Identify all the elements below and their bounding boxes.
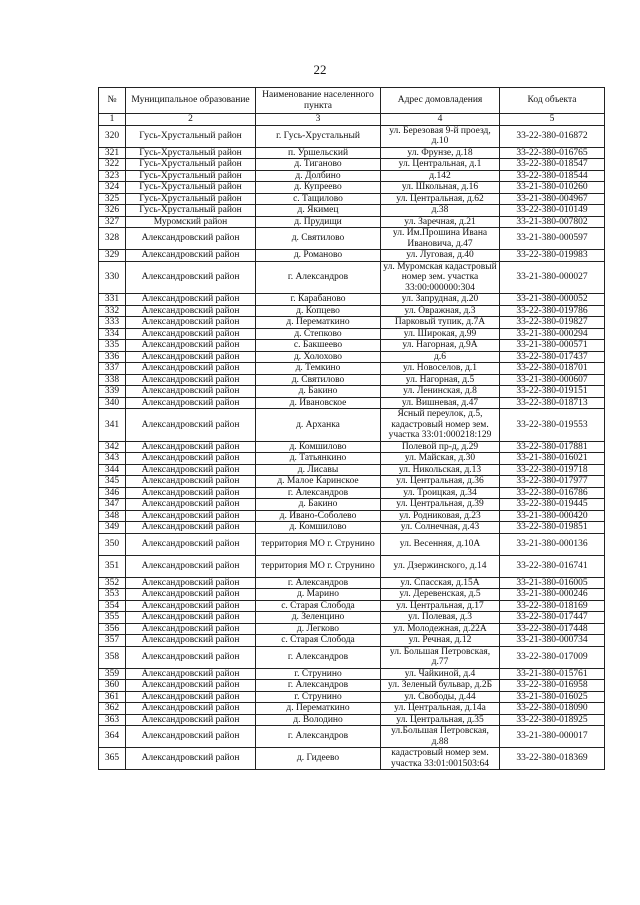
object-code-cell: 33-22-380-019851 — [500, 522, 605, 534]
table-row — [99, 228, 605, 250]
address-cell: ул. Центральная, д.39 — [381, 499, 500, 511]
settlement-cell: д. Святилово — [256, 228, 381, 250]
settlement-cell: г. Струнино — [256, 668, 381, 680]
municipality-cell: Александровский район — [126, 748, 256, 770]
municipality-cell: Муромский район — [126, 216, 256, 228]
settlement-cell: территория МО г. Струнино — [256, 555, 381, 577]
municipality-cell: Александровский район — [126, 522, 256, 534]
address-cell: ул. Ленинская, д.8 — [381, 386, 500, 398]
object-code-cell: 33-22-380-019827 — [500, 317, 605, 329]
settlement-cell: с. Тащилово — [256, 193, 381, 205]
municipality-cell: Александровский район — [126, 340, 256, 352]
municipality-cell: Александровский район — [126, 476, 256, 488]
settlement-cell: д. Бакино — [256, 499, 381, 511]
column-number: 4 — [381, 114, 500, 126]
row-number: 337 — [99, 363, 126, 375]
settlement-cell: д. Легково — [256, 623, 381, 635]
object-code-cell: 33-22-380-017437 — [500, 351, 605, 363]
address-cell: ул.Большая Петровская, д.88 — [381, 726, 500, 748]
address-cell: ул. Центральная, д.17 — [381, 600, 500, 612]
settlement-cell: д. Ивано-Соболево — [256, 510, 381, 522]
object-code-cell: 33-22-380-017009 — [500, 646, 605, 668]
address-cell: Полевой пр-д, д.29 — [381, 441, 500, 453]
table-row — [99, 453, 605, 465]
address-cell: ул. Спасская, д.15А — [381, 577, 500, 589]
municipality-cell: Александровский район — [126, 533, 256, 555]
municipality-cell: Александровский район — [126, 680, 256, 692]
municipality-cell: Александровский район — [126, 317, 256, 329]
municipality-cell: Александровский район — [126, 305, 256, 317]
column-number: 1 — [99, 114, 126, 126]
address-cell: ул. Зеленый бульвар, д.2Б — [381, 680, 500, 692]
municipality-cell: Александровский район — [126, 261, 256, 294]
row-number: 351 — [99, 555, 126, 577]
table-row — [99, 577, 605, 589]
table-row — [99, 374, 605, 386]
address-cell: ул. Молодежная, д.22А — [381, 623, 500, 635]
table-row — [99, 703, 605, 715]
row-number: 321 — [99, 147, 126, 159]
address-cell: ул. Школьная, д.16 — [381, 182, 500, 194]
object-code-cell: 33-21-380-016021 — [500, 453, 605, 465]
address-cell: ул. Чайкиной, д.4 — [381, 668, 500, 680]
row-number: 322 — [99, 159, 126, 171]
settlement-cell: г. Александров — [256, 261, 381, 294]
table-row — [99, 441, 605, 453]
table-row — [99, 476, 605, 488]
table-row — [99, 464, 605, 476]
object-code-cell: 33-21-380-000420 — [500, 510, 605, 522]
settlement-cell: д. Тиганово — [256, 159, 381, 171]
municipality-cell: Александровский район — [126, 623, 256, 635]
table-row — [99, 522, 605, 534]
address-cell: ул. Большая Петровская, д.77 — [381, 646, 500, 668]
settlement-cell: д. Прудищи — [256, 216, 381, 228]
row-number: 349 — [99, 522, 126, 534]
municipality-cell: Александровский район — [126, 250, 256, 262]
object-code-cell: 33-21-380-000027 — [500, 261, 605, 294]
object-code-cell: 33-21-380-000597 — [500, 228, 605, 250]
table-row — [99, 125, 605, 147]
address-cell: ул. Центральная, д.1 — [381, 159, 500, 171]
object-code-cell: 33-22-380-018713 — [500, 397, 605, 409]
settlement-cell: п. Уршельский — [256, 147, 381, 159]
table-row — [99, 600, 605, 612]
settlement-cell: д. Марино — [256, 589, 381, 601]
settlement-cell: г. Александров — [256, 646, 381, 668]
row-number: 355 — [99, 612, 126, 624]
object-code-cell: 33-21-380-000136 — [500, 533, 605, 555]
object-code-cell: 33-21-380-000017 — [500, 726, 605, 748]
address-cell: ул. Центральная, д.14а — [381, 703, 500, 715]
settlement-cell: г. Александров — [256, 680, 381, 692]
object-code-cell: 33-21-380-010260 — [500, 182, 605, 194]
object-code-cell: 33-22-380-016958 — [500, 680, 605, 692]
row-number: 347 — [99, 499, 126, 511]
settlement-cell: д. Комшилово — [256, 441, 381, 453]
address-cell: ул. Новоселов, д.1 — [381, 363, 500, 375]
table-row — [99, 726, 605, 748]
row-number: 330 — [99, 261, 126, 294]
municipality-cell: Александровский район — [126, 409, 256, 442]
municipality-cell: Александровский район — [126, 397, 256, 409]
header-row — [99, 88, 605, 114]
settlement-cell: д. Степково — [256, 328, 381, 340]
table-row — [99, 635, 605, 647]
table-row — [99, 216, 605, 228]
municipality-cell: Александровский район — [126, 464, 256, 476]
row-number: 363 — [99, 714, 126, 726]
municipality-cell: Александровский район — [126, 668, 256, 680]
municipality-cell: Александровский район — [126, 703, 256, 715]
address-cell: ул. Центральная, д.35 — [381, 714, 500, 726]
municipality-cell: Гусь-Хрустальный район — [126, 170, 256, 182]
municipality-cell: Александровский район — [126, 646, 256, 668]
municipality-cell: Александровский район — [126, 714, 256, 726]
object-code-cell: 33-22-380-019718 — [500, 464, 605, 476]
address-cell: ул. Вишневая, д.47 — [381, 397, 500, 409]
settlement-cell: д. Бакино — [256, 386, 381, 398]
table-row — [99, 305, 605, 317]
address-cell: ул. Центральная, д.62 — [381, 193, 500, 205]
table-row — [99, 386, 605, 398]
row-number: 332 — [99, 305, 126, 317]
table-row — [99, 533, 605, 555]
table-row — [99, 499, 605, 511]
municipality-cell: Александровский район — [126, 386, 256, 398]
object-code-cell: 33-21-380-015761 — [500, 668, 605, 680]
settlement-cell: д. Арханка — [256, 409, 381, 442]
settlement-cell: д. Лисавы — [256, 464, 381, 476]
object-code-cell: 33-22-380-019786 — [500, 305, 605, 317]
object-code-cell: 33-21-380-000246 — [500, 589, 605, 601]
settlement-cell: г. Александров — [256, 726, 381, 748]
table-row — [99, 205, 605, 217]
address-cell: ул. Муромская кадастровый номер зем. участка 33:00:000000:304 — [381, 261, 500, 294]
settlement-cell: с. Старая Слобода — [256, 635, 381, 647]
object-code-cell: 33-22-380-018701 — [500, 363, 605, 375]
table-row — [99, 555, 605, 577]
address-cell: ул. Широкая, д.99 — [381, 328, 500, 340]
header-settlement: Наименование населенного пункта — [256, 88, 381, 114]
settlement-cell: г. Струнино — [256, 691, 381, 703]
row-number: 346 — [99, 487, 126, 499]
municipality-cell: Александровский район — [126, 228, 256, 250]
table-row — [99, 510, 605, 522]
municipality-cell: Александровский район — [126, 374, 256, 386]
table-row — [99, 159, 605, 171]
address-cell: ул. Весенняя, д.10А — [381, 533, 500, 555]
object-code-cell: 33-22-380-016786 — [500, 487, 605, 499]
address-cell: Ясный переулок, д.5, кадастровый номер зем. участка 33:01:000218:129 — [381, 409, 500, 442]
address-cell: ул. Овражная, д.3 — [381, 305, 500, 317]
settlement-cell: д. Холохово — [256, 351, 381, 363]
settlement-cell: г. Карабаново — [256, 294, 381, 306]
municipality-cell: Гусь-Хрустальный район — [126, 182, 256, 194]
municipality-cell: Александровский район — [126, 577, 256, 589]
municipality-cell: Александровский район — [126, 510, 256, 522]
header-municipality: Муниципальное образование — [126, 88, 256, 114]
table-row — [99, 691, 605, 703]
column-number: 3 — [256, 114, 381, 126]
settlement-cell: д. Перематкино — [256, 703, 381, 715]
settlement-cell: г. Гусь-Хрустальный — [256, 125, 381, 147]
address-cell: ул. Свободы, д.44 — [381, 691, 500, 703]
object-code-cell: 33-22-380-018547 — [500, 159, 605, 171]
table-body — [99, 125, 605, 770]
municipality-cell: Александровский район — [126, 453, 256, 465]
table-row — [99, 193, 605, 205]
municipality-cell: Александровский район — [126, 328, 256, 340]
object-code-cell: 33-22-380-019151 — [500, 386, 605, 398]
object-code-cell: 33-22-380-017447 — [500, 612, 605, 624]
row-number: 350 — [99, 533, 126, 555]
object-code-cell: 33-21-380-000571 — [500, 340, 605, 352]
settlement-cell: д. Комшилово — [256, 522, 381, 534]
table-row — [99, 147, 605, 159]
address-cell: ул. Никольская, д.13 — [381, 464, 500, 476]
row-number: 343 — [99, 453, 126, 465]
municipality-cell: Гусь-Хрустальный район — [126, 147, 256, 159]
table-row — [99, 589, 605, 601]
table-row — [99, 182, 605, 194]
row-number: 327 — [99, 216, 126, 228]
address-cell: ул. Заречная, д.21 — [381, 216, 500, 228]
table-row — [99, 623, 605, 635]
settlement-cell: д. Купреево — [256, 182, 381, 194]
object-code-cell: 33-22-380-010149 — [500, 205, 605, 217]
object-code-cell: 33-21-380-016005 — [500, 577, 605, 589]
row-number: 329 — [99, 250, 126, 262]
address-cell: ул. Фрунзе, д.18 — [381, 147, 500, 159]
settlement-cell: д. Зеленцино — [256, 612, 381, 624]
row-number: 326 — [99, 205, 126, 217]
table-row — [99, 170, 605, 182]
row-number: 342 — [99, 441, 126, 453]
object-code-cell: 33-22-380-017881 — [500, 441, 605, 453]
object-code-cell: 33-22-380-019553 — [500, 409, 605, 442]
row-number: 352 — [99, 577, 126, 589]
municipality-cell: Александровский район — [126, 555, 256, 577]
object-code-cell: 33-22-380-019983 — [500, 250, 605, 262]
municipality-cell: Гусь-Хрустальный район — [126, 205, 256, 217]
municipality-cell: Александровский район — [126, 487, 256, 499]
object-code-cell: 33-22-380-018169 — [500, 600, 605, 612]
table-row — [99, 261, 605, 294]
municipality-cell: Гусь-Хрустальный район — [126, 193, 256, 205]
object-code-cell: 33-22-380-017977 — [500, 476, 605, 488]
row-number: 335 — [99, 340, 126, 352]
settlement-cell: д. Темкино — [256, 363, 381, 375]
row-number: 358 — [99, 646, 126, 668]
table-row — [99, 748, 605, 770]
table-row — [99, 363, 605, 375]
object-code-cell: 33-21-380-000052 — [500, 294, 605, 306]
row-number: 331 — [99, 294, 126, 306]
object-code-cell: 33-21-380-000734 — [500, 635, 605, 647]
settlement-cell: территория МО г. Струнино — [256, 533, 381, 555]
object-code-cell: 33-21-380-004967 — [500, 193, 605, 205]
address-cell: ул. Полевая, д.3 — [381, 612, 500, 624]
municipality-cell: Александровский район — [126, 612, 256, 624]
settlement-cell: с. Бакшеево — [256, 340, 381, 352]
municipality-cell: Александровский район — [126, 600, 256, 612]
address-cell: ул. Троицкая, д.34 — [381, 487, 500, 499]
settlement-cell: д. Долбино — [256, 170, 381, 182]
settlement-cell: д. Володино — [256, 714, 381, 726]
object-code-cell: 33-21-380-016025 — [500, 691, 605, 703]
row-number: 359 — [99, 668, 126, 680]
table-row — [99, 714, 605, 726]
row-number: 354 — [99, 600, 126, 612]
settlement-cell: с. Старая Слобода — [256, 600, 381, 612]
row-number: 353 — [99, 589, 126, 601]
object-code-cell: 33-21-380-000294 — [500, 328, 605, 340]
settlement-cell: д. Якимец — [256, 205, 381, 217]
row-number: 325 — [99, 193, 126, 205]
municipality-cell: Александровский район — [126, 363, 256, 375]
table-row — [99, 328, 605, 340]
table-row — [99, 317, 605, 329]
settlement-cell: д. Копцево — [256, 305, 381, 317]
address-cell: д.142 — [381, 170, 500, 182]
address-cell: кадастровый номер зем. участка 33:01:001503:64 — [381, 748, 500, 770]
header-address: Адрес домовладения — [381, 88, 500, 114]
row-number: 323 — [99, 170, 126, 182]
municipality-cell: Александровский район — [126, 294, 256, 306]
table-row — [99, 487, 605, 499]
object-code-cell: 33-22-380-018925 — [500, 714, 605, 726]
header-number: № — [99, 88, 126, 114]
address-cell: ул. Дзержинского, д.14 — [381, 555, 500, 577]
row-number: 360 — [99, 680, 126, 692]
page-number: 22 — [313, 62, 327, 77]
object-code-cell: 33-21-380-000607 — [500, 374, 605, 386]
header-object-code: Код объекта — [500, 88, 605, 114]
address-cell: ул. Родниковая, д.23 — [381, 510, 500, 522]
object-code-cell: 33-22-380-018090 — [500, 703, 605, 715]
row-number: 344 — [99, 464, 126, 476]
address-cell: ул. Им.Прошина Ивана Ивановича, д.47 — [381, 228, 500, 250]
settlement-cell: д. Перематкино — [256, 317, 381, 329]
column-number-row — [99, 114, 605, 126]
address-cell: ул. Майская, д.30 — [381, 453, 500, 465]
row-number: 338 — [99, 374, 126, 386]
row-number: 362 — [99, 703, 126, 715]
table-row — [99, 668, 605, 680]
municipality-cell: Гусь-Хрустальный район — [126, 159, 256, 171]
object-code-cell: 33-22-380-019445 — [500, 499, 605, 511]
column-number: 2 — [126, 114, 256, 126]
address-cell: ул. Березовая 9-й проезд, д.10 — [381, 125, 500, 147]
table-row — [99, 397, 605, 409]
row-number: 334 — [99, 328, 126, 340]
table-row — [99, 250, 605, 262]
municipality-cell: Александровский район — [126, 441, 256, 453]
settlement-cell: д. Ивановское — [256, 397, 381, 409]
table-row — [99, 646, 605, 668]
address-cell: ул. Деревенская, д.5 — [381, 589, 500, 601]
row-number: 336 — [99, 351, 126, 363]
settlement-cell: д. Гидеево — [256, 748, 381, 770]
settlement-cell: г. Александров — [256, 577, 381, 589]
municipality-cell: Александровский район — [126, 635, 256, 647]
table-row — [99, 409, 605, 442]
municipality-cell: Александровский район — [126, 351, 256, 363]
municipality-cell: Александровский район — [126, 726, 256, 748]
address-cell: д.38 — [381, 205, 500, 217]
registry-table — [98, 87, 605, 770]
settlement-cell: г. Александров — [256, 487, 381, 499]
settlement-cell: д. Татьянкино — [256, 453, 381, 465]
column-number: 5 — [500, 114, 605, 126]
address-cell: ул. Запрудная, д.20 — [381, 294, 500, 306]
row-number: 357 — [99, 635, 126, 647]
municipality-cell: Александровский район — [126, 589, 256, 601]
object-code-cell: 33-21-380-007802 — [500, 216, 605, 228]
row-number: 340 — [99, 397, 126, 409]
address-cell: д.6 — [381, 351, 500, 363]
row-number: 320 — [99, 125, 126, 147]
row-number: 345 — [99, 476, 126, 488]
row-number: 333 — [99, 317, 126, 329]
address-cell: ул. Нагорная, д.5 — [381, 374, 500, 386]
table-row — [99, 294, 605, 306]
row-number: 348 — [99, 510, 126, 522]
address-cell: ул. Солнечная, д.43 — [381, 522, 500, 534]
address-cell: ул. Нагорная, д.9А — [381, 340, 500, 352]
table-row — [99, 680, 605, 692]
address-cell: ул. Речная, д.12 — [381, 635, 500, 647]
table-row — [99, 340, 605, 352]
row-number: 328 — [99, 228, 126, 250]
settlement-cell: д. Святилово — [256, 374, 381, 386]
object-code-cell: 33-22-380-016765 — [500, 147, 605, 159]
object-code-cell: 33-22-380-016872 — [500, 125, 605, 147]
address-cell: Парковый тупик, д.7А — [381, 317, 500, 329]
table-header — [99, 88, 605, 126]
settlement-cell: д. Романово — [256, 250, 381, 262]
address-cell: ул. Центральная, д.36 — [381, 476, 500, 488]
row-number: 339 — [99, 386, 126, 398]
object-code-cell: 33-22-380-016741 — [500, 555, 605, 577]
settlement-cell: д. Малое Каринское — [256, 476, 381, 488]
municipality-cell: Александровский район — [126, 691, 256, 703]
address-cell: ул. Луговая, д.40 — [381, 250, 500, 262]
municipality-cell: Александровский район — [126, 499, 256, 511]
object-code-cell: 33-22-380-017448 — [500, 623, 605, 635]
row-number: 341 — [99, 409, 126, 442]
object-code-cell: 33-22-380-018369 — [500, 748, 605, 770]
row-number: 361 — [99, 691, 126, 703]
object-code-cell: 33-22-380-018544 — [500, 170, 605, 182]
row-number: 364 — [99, 726, 126, 748]
table-row — [99, 351, 605, 363]
table-row — [99, 612, 605, 624]
municipality-cell: Гусь-Хрустальный район — [126, 125, 256, 147]
row-number: 365 — [99, 748, 126, 770]
row-number: 356 — [99, 623, 126, 635]
row-number: 324 — [99, 182, 126, 194]
